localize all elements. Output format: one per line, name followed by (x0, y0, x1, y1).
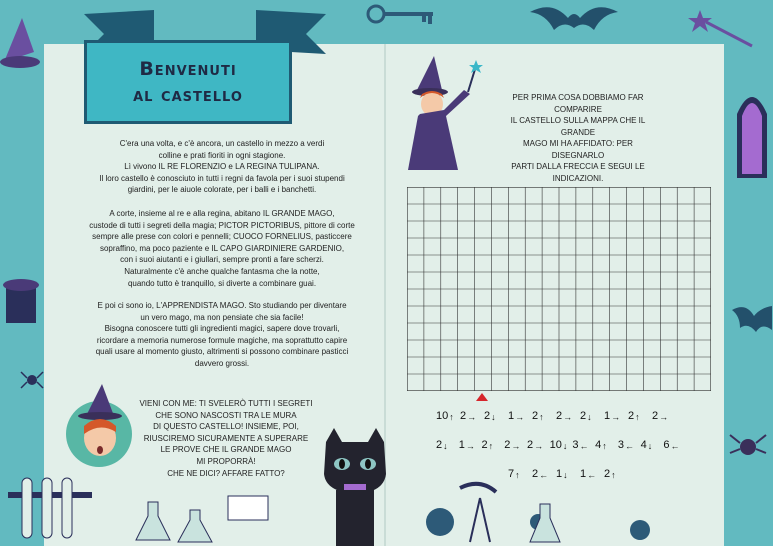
bat-icon-right (730, 300, 773, 340)
title-line-1: Benvenuti (139, 58, 237, 80)
step-count: 1 (508, 410, 515, 422)
step-count: 2 (580, 410, 587, 422)
step-count: 2 (484, 410, 491, 422)
direction-step (508, 404, 530, 422)
step-count: 1 (604, 410, 611, 422)
title-line-2: al castello (133, 84, 243, 106)
story-line: custode di tutti i segreti della magia; PICTOR PICTORIBUS, pittore di corte (89, 220, 355, 230)
instruction-line: PER PRIMA COSA DOBBIAMO FAR COMPARIRE (512, 93, 644, 114)
start-arrow-marker (476, 393, 488, 401)
direction-step (580, 404, 602, 422)
step-arrow-icon: → (515, 412, 525, 422)
intro-line: CHE NE DICI? AFFARE FATTO? (167, 468, 285, 478)
step-arrow-icon: ↑ (515, 470, 520, 480)
window-icon (735, 84, 769, 180)
direction-step (628, 404, 650, 422)
step-count: 3 (617, 439, 624, 451)
step-arrow-icon: → (534, 441, 544, 451)
step-count: 2 (504, 439, 511, 451)
hat-box-icon (0, 275, 44, 335)
step-arrow-icon: ↓ (647, 441, 653, 451)
direction-step (436, 404, 458, 422)
step-arrow-icon: ↑ (539, 412, 544, 422)
step-arrow-icon: ← (539, 470, 549, 480)
witch-hat-icon (0, 12, 44, 72)
direction-step (556, 404, 578, 422)
step-arrow-icon: → (611, 412, 621, 422)
story-line: quando tutto è tranquillo, si diverte a combinare guai. (127, 278, 317, 288)
step-arrow-icon: ↓ (562, 441, 568, 451)
step-arrow-icon: ↑ (602, 441, 607, 451)
step-arrow-icon: ↓ (443, 441, 448, 451)
intro-line: MI PROPORRÀ! (196, 456, 256, 466)
step-count: 2 (481, 439, 488, 451)
intro-line: CHE SONO NASCOSTI TRA LE MURA (155, 410, 297, 420)
intro-line: DI QUESTO CASTELLO! INSIEME, POI, (153, 422, 299, 432)
step-arrow-icon: ↓ (491, 412, 496, 422)
step-count: 2 (460, 410, 467, 422)
direction-step (532, 404, 554, 422)
step-count: 2 (604, 468, 611, 480)
wizard-illustration (396, 54, 486, 172)
story-paragraph-1 (78, 138, 366, 196)
step-count: 10 (549, 439, 562, 451)
spider-icon (728, 425, 768, 465)
apprentice-avatar (64, 382, 134, 472)
direction-step (641, 433, 662, 451)
direction-step (436, 433, 457, 451)
direction-step (527, 433, 548, 451)
story-line: un vero mago, ma non pensiate che sia facile! (140, 312, 304, 322)
step-count: 2 (556, 410, 563, 422)
direction-step (604, 404, 626, 422)
step-count: 10 (436, 410, 449, 422)
story-line: ricordare a memoria numerose formule magiche, ma soprattutto capire (96, 335, 348, 345)
step-arrow-icon: ↑ (449, 412, 454, 422)
step-count: 7 (508, 468, 515, 480)
step-arrow-icon: ↓ (563, 470, 568, 480)
step-arrow-icon: ← (587, 470, 597, 480)
step-arrow-icon: ← (625, 441, 634, 451)
instruction-line: PARTI DALLA FRECCIA E SEGUI LE (511, 162, 645, 171)
step-count: 4 (595, 439, 602, 451)
story-line: Lì vivono IL RE FLORENZIO e LA REGINA TULIPANA. (124, 162, 320, 172)
lab-flasks-illustration (0, 470, 290, 546)
step-arrow-icon: → (563, 412, 573, 422)
instructions-text (496, 92, 660, 184)
intro-line: VIENI CON ME: TI SVELERÒ TUTTI I SEGRETI (139, 399, 313, 408)
black-cat-illustration (320, 428, 390, 546)
step-count: 1 (458, 439, 465, 451)
magic-wand-icon (686, 8, 756, 48)
step-arrow-icon: ← (579, 441, 589, 451)
direction-step (550, 433, 571, 451)
story-line: giardini, per le aiuole colorate, per i balli e i banchetti. (127, 185, 317, 195)
story-line: C'era una volta, e c'è ancora, un castello in mezzo a verdi (119, 139, 325, 148)
step-count: 4 (640, 439, 647, 451)
step-count: 6 (663, 439, 670, 451)
story-line: Il loro castello è conosciuto in tutti i regni da favola per i suoi stupendi (99, 173, 345, 183)
direction-step (595, 433, 616, 451)
direction-step (459, 433, 480, 451)
story-line: sopraffino, ma poco paziente e IL CAPO GIARDINIERE GARDENIO, (99, 243, 345, 253)
instruction-line: MAGO MI HA AFFIDATO: PER DISEGNARLO (523, 139, 633, 160)
step-count: 2 (652, 410, 659, 422)
drawing-grid[interactable] (407, 187, 711, 391)
story-line: Naturalmente c'è anche qualche fantasma che la notte, (124, 266, 320, 276)
story-paragraph-2 (78, 208, 366, 289)
step-arrow-icon: → (659, 412, 669, 422)
page-title (84, 40, 292, 124)
bat-icon (528, 0, 620, 34)
step-arrow-icon: → (511, 441, 521, 451)
step-arrow-icon: → (465, 441, 475, 451)
step-row (436, 404, 684, 422)
step-arrow-icon: → (467, 412, 477, 422)
spider-left-icon (20, 368, 44, 392)
story-line: quali usare al momento giusto, altrimenti si possono combinare pasticci (95, 347, 349, 357)
story-line: sempre alle prese con colori e pennelli; CUOCO FORNELIUS, pasticcere (92, 232, 352, 242)
instruction-line: INDICAZIONI. (552, 173, 604, 183)
direction-step (460, 404, 482, 422)
step-count: 2 (526, 439, 534, 451)
direction-step (618, 433, 639, 451)
instruction-line: IL CASTELLO SULLA MAPPA CHE IL GRANDE (510, 116, 646, 137)
step-count: 2 (436, 439, 443, 451)
lab-apparatus-illustration (400, 478, 773, 546)
story-line: E poi ci sono io, L'APPRENDISTA MAGO. Sto studiando per diventare (97, 301, 347, 310)
key-icon (366, 2, 436, 28)
direction-step (504, 433, 525, 451)
step-arrow-icon: ↑ (488, 441, 494, 451)
story-line: colline e prati fioriti in ogni stagione. (158, 150, 286, 160)
step-count: 1 (580, 468, 587, 480)
story-line: davvero grossi. (194, 358, 250, 368)
story-line: A corte, insieme al re e alla regina, abitano IL GRANDE MAGO, (109, 209, 335, 218)
story-paragraph-3 (78, 300, 366, 370)
intro-dialogue (136, 398, 316, 479)
direction-step (652, 404, 674, 422)
intro-line: LE PROVE CHE IL GRANDE MAGO (160, 445, 292, 455)
step-row (436, 433, 684, 451)
step-count: 2 (532, 410, 539, 422)
direction-step (484, 404, 506, 422)
direction-step (663, 433, 684, 451)
direction-step (481, 433, 502, 451)
step-arrow-icon: ← (670, 441, 680, 451)
story-line: Bisogna conoscere tutti gli ingredienti magici, sapere dove trovarli, (104, 324, 340, 334)
intro-line: RIUSCIREMO SICURAMENTE A SUPERARE (143, 433, 309, 443)
step-count: 3 (572, 439, 579, 451)
step-arrow-icon: ↑ (635, 412, 640, 422)
story-line: con i suoi aiutanti e i giullari, sempre pronti a fare scherzi. (120, 255, 324, 265)
step-count: 1 (556, 468, 563, 480)
step-count: 2 (628, 410, 635, 422)
step-arrow-icon: ↑ (611, 470, 616, 480)
step-arrow-icon: ↓ (587, 412, 592, 422)
direction-step (572, 433, 593, 451)
step-count: 2 (532, 468, 539, 480)
